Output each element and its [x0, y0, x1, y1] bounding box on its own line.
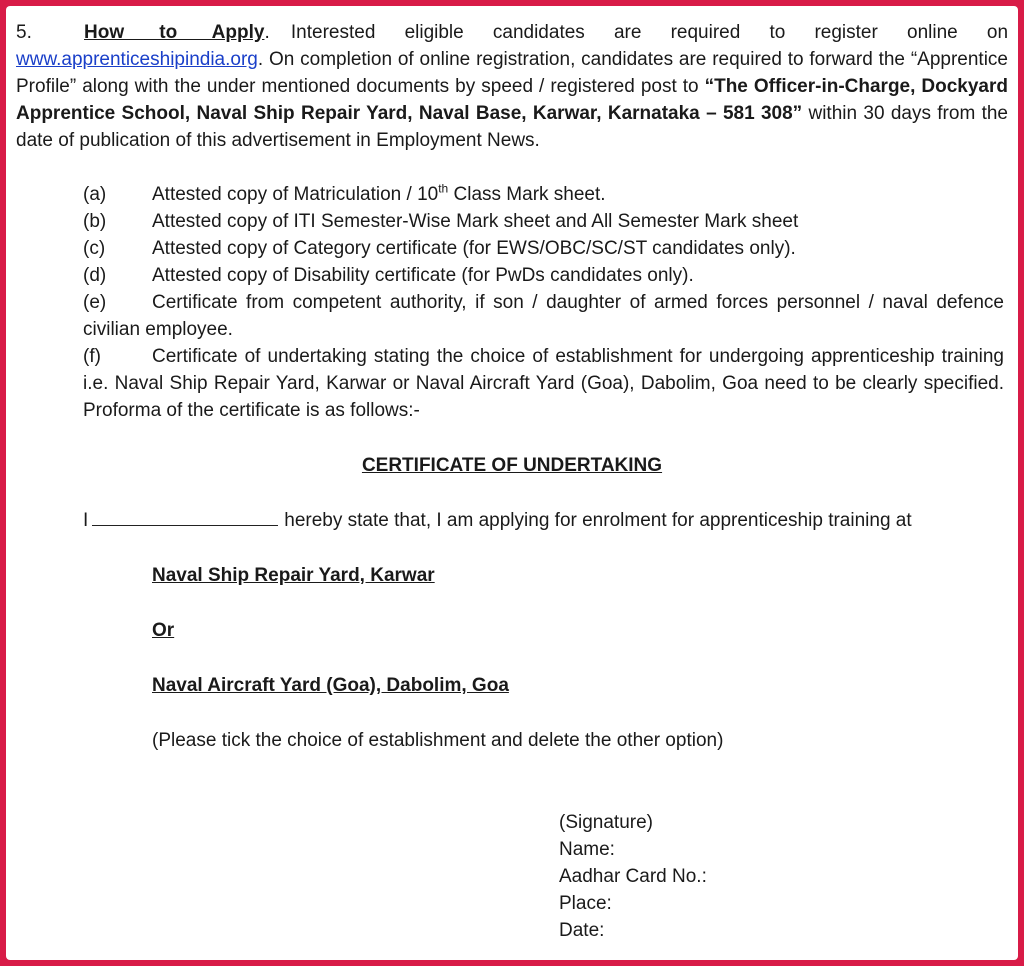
item-label: (e)	[83, 292, 107, 313]
list-item	[83, 262, 1004, 289]
date-label: Date:	[559, 920, 605, 941]
aadhar-label: Aadhar Card No.:	[559, 866, 707, 887]
intro-text: Interested eligible candidates are required to register online on	[290, 22, 1009, 43]
signature-block	[559, 809, 1008, 944]
undertaking-line	[83, 507, 1008, 534]
body-text-1: . On completion of online registration, candidates are required to forward the “Apprentice Profile” along with the under mentioned documents by speed / registered post to	[16, 49, 1008, 97]
option-nay-goa: Naval Aircraft Yard (Goa), Dabolim, Goa	[152, 675, 509, 696]
item-text: Attested copy of Category certificate (for EWS/OBC/SC/ST candidates only).	[152, 238, 796, 259]
item-text: Certificate from competent authority, if son / daughter of armed forces personnel / naval defence civilian employee.	[83, 292, 1004, 340]
undertaking-prefix: I	[83, 510, 89, 531]
place-label: Place:	[559, 893, 612, 914]
item-text: Attested copy of Disability certificate (for PwDs candidates only).	[152, 265, 694, 286]
item-label: (f)	[83, 346, 101, 367]
name-label: Name:	[559, 839, 615, 860]
heading-suffix: .	[264, 22, 270, 43]
item-label: (a)	[83, 184, 107, 205]
option-nsry-karwar: Naval Ship Repair Yard, Karwar	[152, 565, 435, 586]
list-item	[83, 289, 1004, 343]
section-heading: How to Apply	[84, 22, 265, 43]
name-blank-field[interactable]	[92, 507, 278, 526]
list-item	[83, 235, 1004, 262]
certificate-title: CERTIFICATE OF UNDERTAKING	[361, 455, 663, 476]
item-text: Certificate of undertaking stating the choice of establishment for undergoing apprenticeship training i.e. Naval Ship Repair Yard, Karwar or Naval Aircraft Yard (Goa), Dabolim, Goa need to be clearly specified. Proforma of the certificate is as follows:-	[83, 346, 1004, 421]
option-or: Or	[152, 620, 175, 641]
section-5-paragraph	[16, 19, 1008, 154]
document-page	[6, 6, 1018, 960]
signature-label: (Signature)	[559, 812, 653, 833]
item-label: (b)	[83, 211, 107, 232]
tick-note: (Please tick the choice of establishment and delete the other option)	[152, 730, 724, 751]
address-text: “The Officer-in-Charge, Dockyard Apprentice School, Naval Ship Repair Yard, Naval Base, Karwar, Karnataka – 581 308”	[16, 76, 1008, 124]
list-item	[83, 343, 1004, 424]
item-text: Attested copy of ITI Semester-Wise Mark sheet and All Semester Mark sheet	[152, 211, 799, 232]
item-text: Attested copy of Matriculation / 10	[152, 184, 439, 205]
apprenticeship-link[interactable]: www.apprenticeshipindia.org	[16, 49, 258, 70]
undertaking-text: hereby state that, I am applying for enrolment for apprenticeship training at	[284, 510, 912, 531]
documents-list	[83, 181, 1004, 424]
item-label: (c)	[83, 238, 106, 259]
body-text-2: within 30 days from the date of publication of this advertisement in Employment News.	[16, 103, 1009, 151]
item-label: (d)	[83, 265, 107, 286]
list-item	[83, 208, 1004, 235]
item-text-end: Class Mark sheet.	[448, 184, 606, 205]
superscript: th	[438, 181, 449, 196]
list-item	[83, 181, 1004, 208]
section-number: 5.	[16, 22, 32, 43]
